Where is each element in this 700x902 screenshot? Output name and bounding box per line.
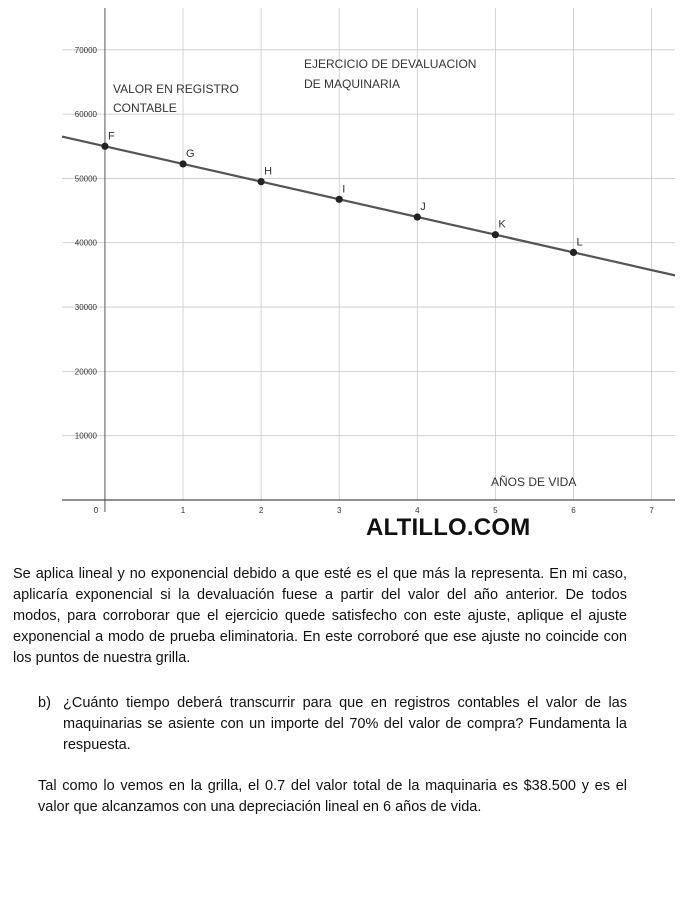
x-tick-label-7: 7 (649, 506, 654, 515)
x-tick-label-2: 2 (258, 506, 264, 515)
x-tick-label-6: 6 (571, 506, 576, 515)
x-tick-label-3: 3 (336, 506, 342, 515)
y-axis-label-line-1: VALOR EN REGISTRO (113, 82, 239, 96)
point-J (414, 213, 421, 220)
watermark: ALTILLO.COM (366, 514, 531, 541)
y-tick-label-30000: 30000 (74, 303, 97, 313)
point-label-L: L (576, 236, 583, 249)
chart-tick-labels (75, 46, 655, 515)
point-label-J: J (420, 201, 426, 214)
point-K (492, 231, 499, 238)
y-tick-label-70000: 70000 (74, 45, 97, 55)
point-I (336, 196, 343, 203)
point-F (101, 143, 108, 150)
series-line (62, 137, 675, 276)
y-tick-label-10000: 10000 (74, 431, 97, 441)
x-tick-label-4: 4 (415, 506, 420, 515)
x-tick-label-0: 0 (93, 506, 99, 515)
chart-title-line-1: EJERCICIO DE DEVALUACION (304, 57, 477, 71)
y-tick-label-50000: 50000 (74, 174, 97, 184)
point-label-G: G (186, 147, 195, 160)
y-tick-label-60000: 60000 (74, 110, 97, 120)
question-b-text: ¿Cuánto tiempo deberá transcurrir para que en registros contables el valor de las maquinarias se asiente con un importe del 70% del valor de compra? Fundamenta la respuesta. (63, 695, 627, 753)
y-tick-label-20000: 20000 (74, 367, 97, 377)
y-axis-label-line-2: CONTABLE (113, 101, 177, 115)
y-tick-label-40000: 40000 (74, 238, 97, 248)
chart-series (62, 130, 675, 275)
x-tick-label-5: 5 (493, 506, 498, 515)
point-label-F: F (107, 130, 115, 143)
point-label-I: I (342, 183, 346, 196)
paragraph-explanation: Se aplica lineal y no exponencial debido a que esté es el que más la representa. En mi caso, aplicaría exponencial si la devaluación fuese a partir del valor del año anterior. De todos modos, para corroborar que el ejercicio quede satisfecho con este ajuste, aplique el ajuste exponencial a modo de prueba eliminatoria. En este corroboré que ese ajuste no coincide con los puntos de nuestra grilla. (13, 566, 627, 666)
point-H (258, 178, 265, 185)
point-L (570, 249, 577, 256)
question-b (38, 693, 627, 756)
x-axis-label: AÑOS DE VIDA (491, 475, 577, 489)
paragraph-answer: Tal como lo vemos en la grilla, el 0.7 del valor total de la maquinaria es $38.500 y es el valor que alcanzamos con una depreciación lineal en 6 años de vida. (38, 778, 627, 815)
point-label-H: H (264, 165, 273, 178)
x-tick-label-1: 1 (180, 506, 186, 515)
chart-title-line-2: DE MAQUINARIA (304, 77, 401, 91)
point-label-K: K (498, 218, 506, 231)
question-b-letter: b) (38, 695, 51, 711)
point-G (179, 160, 186, 167)
